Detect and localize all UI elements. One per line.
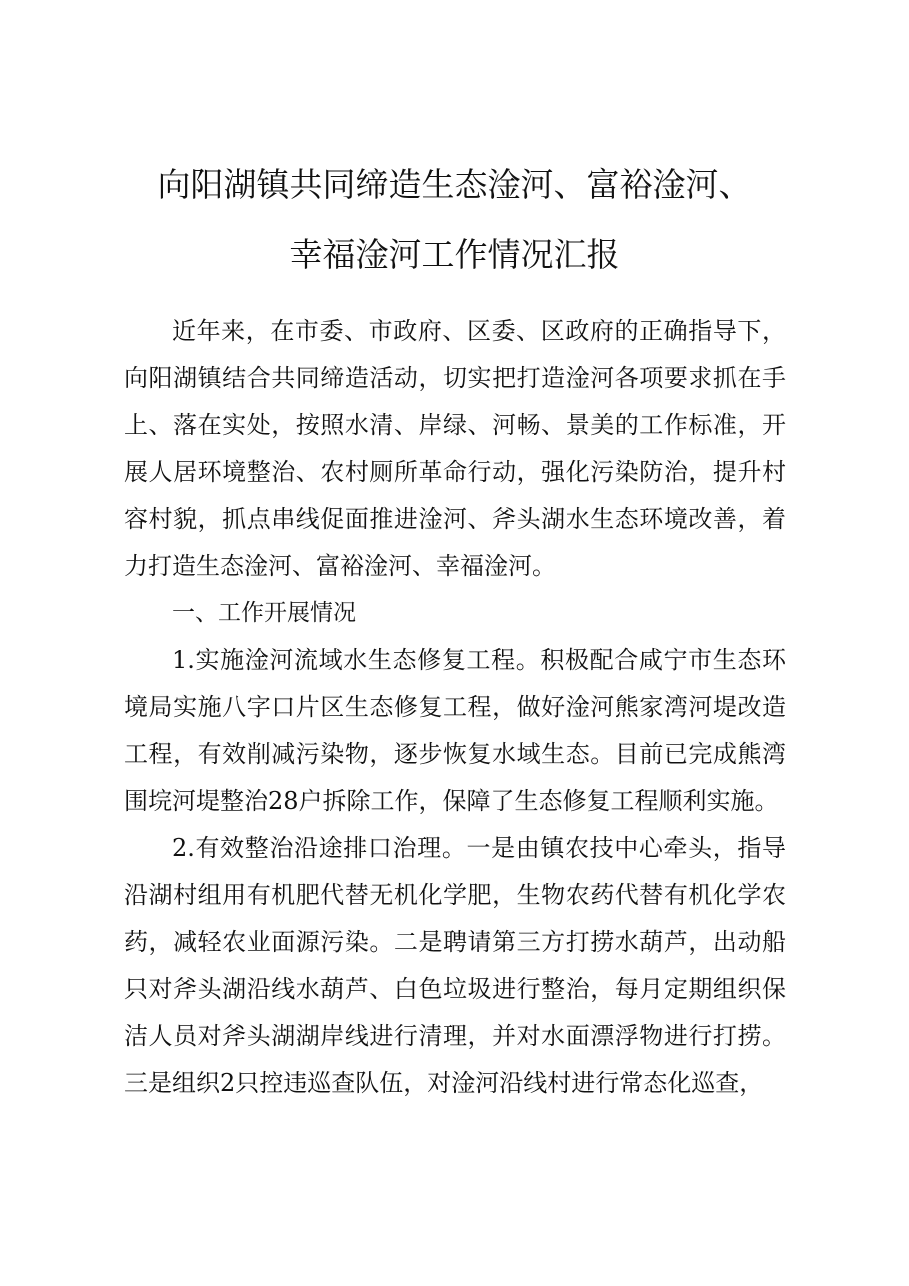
document-title-line-1: 向阳湖镇共同缔造生态淦河、富裕淦河、 — [157, 165, 752, 204]
item-1-paragraph: 1.实施淦河流域水生态修复工程。积极配合咸宁市生态环境局实施八字口片区生态修复工程，做好淦河熊家湾河堤改造工程，有效削减污染物，逐步恢复水域生态。目前已完成熊湾围垸河堤整治28户拆除工作，保障了生态修复工程顺利实施。 — [124, 646, 786, 815]
document-title-line-2: 幸福淦河工作情况汇报 — [289, 235, 620, 274]
section-heading-block — [124, 590, 786, 637]
intro-paragraph-block — [124, 308, 786, 590]
item-1-paragraph-block — [124, 637, 786, 825]
item-2-paragraph-block — [124, 825, 786, 1107]
item-2-paragraph: 2.有效整治沿途排口治理。一是由镇农技中心牵头，指导沿湖村组用有机肥代替无机化学肥，生物农药代替有机化学农药，减轻农业面源污染。二是聘请第三方打捞水葫芦，出动船只对斧头湖沿线水葫芦、白色垃圾进行整治，每月定期组织保洁人员对斧头湖湖岸线进行清理，并对水面漂浮物进行打捞。三是组织2只控违巡查队伍，对淦河沿线村进行常态化巡查， — [124, 834, 786, 1097]
intro-paragraph: 近年来，在市委、市政府、区委、区政府的正确指导下，向阳湖镇结合共同缔造活动，切实把打造淦河各项要求抓在手上、落在实处，按照水清、岸绿、河畅、景美的工作标准，开展人居环境整治、农村厕所革命行动，强化污染防治，提升村容村貌，抓点串线促面推进淦河、斧头湖水生态环境改善，着力打造生态淦河、富裕淦河、幸福淦河。 — [124, 317, 786, 580]
section-heading-work-progress: 一、工作开展情况 — [172, 600, 356, 626]
